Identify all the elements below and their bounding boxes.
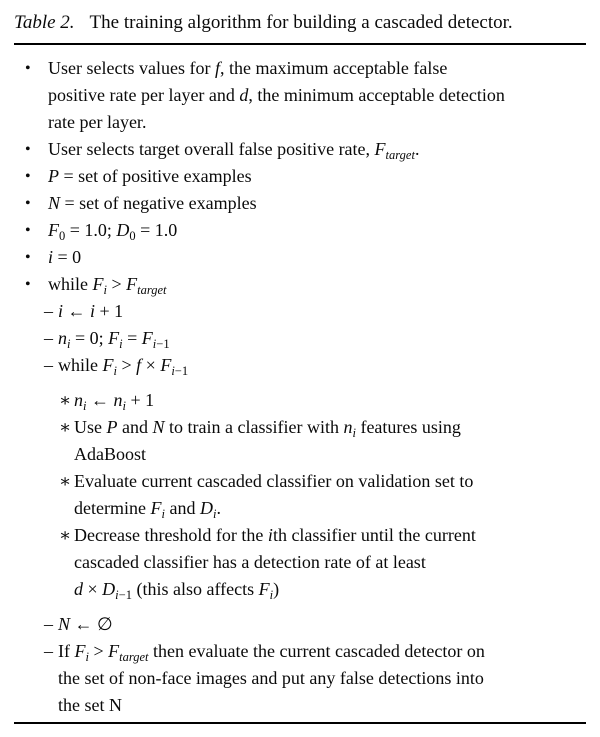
algorithm-item [14, 136, 586, 163]
algorithm-item [14, 611, 586, 638]
dash-marker: – [44, 301, 53, 321]
algorithm-line: $n_i$ ← $n_i + 1$ [74, 390, 155, 413]
table-caption [14, 0, 586, 36]
algorithm-body [14, 55, 586, 719]
algorithm-line: $F_0 = 1.0$; $D_0 = 1.0$ [48, 220, 178, 243]
algorithm-line: determine $F_i$ and $D_i$. [74, 498, 221, 521]
bullet-marker: • [25, 141, 31, 158]
dash-marker: – [44, 328, 53, 348]
dash-marker: – [44, 614, 53, 634]
star-marker: ∗ [59, 525, 72, 545]
algorithm-line: User selects target overall false positive rate, $F_{target}$. [48, 139, 420, 162]
bullet-marker: • [25, 168, 31, 185]
bullet-marker: • [25, 249, 31, 266]
algorithm-line: the set N [58, 695, 122, 715]
algorithm-line: cascaded classifier has a detection rate of at least [74, 552, 426, 572]
algorithm-line: AdaBoost [74, 444, 146, 464]
algorithm-line: Evaluate current cascaded classifier on validation set to [74, 471, 474, 491]
algorithm-item [14, 352, 586, 379]
bullet-marker: • [25, 276, 31, 293]
algorithm-line: Decrease threshold for the ith classifier until the current [74, 525, 476, 545]
bottom-rule [14, 722, 586, 724]
algorithm-line: while $F_i > F_{target}$ [48, 274, 167, 297]
algorithm-line: rate per layer. [48, 112, 147, 132]
algorithm-item [14, 55, 586, 136]
algorithm-item [14, 190, 586, 217]
bullet-marker: • [25, 195, 31, 212]
algorithm-line: the set of non-face images and put any false detections into [58, 668, 484, 688]
algorithm-item [14, 163, 586, 190]
algorithm-item [14, 271, 586, 298]
star-marker: ∗ [59, 417, 72, 437]
algorithm-item [14, 298, 586, 325]
top-rule [14, 43, 586, 45]
algorithm-line: P = set of positive examples [48, 166, 252, 186]
algorithm-item [14, 387, 586, 414]
algorithm-item [14, 414, 586, 468]
dash-marker: – [44, 641, 53, 661]
algorithm-line: If $F_i > F_{target}$ then evaluate the current cascaded detector on [58, 641, 485, 664]
algorithm-item [14, 522, 586, 603]
bullet-marker: • [25, 222, 31, 239]
algorithm-line: positive rate per layer and d, the minimum acceptable detection [48, 85, 505, 105]
algorithm-line: i ← i + 1 [58, 301, 124, 321]
algorithm-line: $n_i = 0$; $F_i = F_{i-1}$ [58, 328, 170, 351]
algorithm-item [14, 325, 586, 352]
algorithm-line: Use P and N to train a classifier with $n_i$ features using [74, 417, 461, 440]
algorithm-line: while $F_i > f \times F_{i-1}$ [58, 355, 189, 378]
algorithm-line: N ← ∅ [58, 614, 113, 634]
star-marker: ∗ [59, 390, 72, 410]
table-caption-text: The training algorithm for building a cascaded detector. [89, 12, 513, 33]
algorithm-item [14, 217, 586, 244]
star-marker: ∗ [59, 471, 72, 491]
algorithm-item [14, 638, 586, 719]
algorithm-item [14, 468, 586, 522]
dash-marker: – [44, 355, 53, 375]
algorithm-line: User selects values for f, the maximum acceptable false [48, 58, 448, 78]
algorithm-line: i = 0 [48, 247, 82, 267]
table-caption-label: Table 2. [14, 12, 75, 33]
algorithm-line: $d \times D_{i-1}$ (this also affects $F_i$) [74, 579, 280, 602]
algorithm-item [14, 244, 586, 271]
algorithm-line: N = set of negative examples [48, 193, 257, 213]
bullet-marker: • [25, 60, 31, 77]
